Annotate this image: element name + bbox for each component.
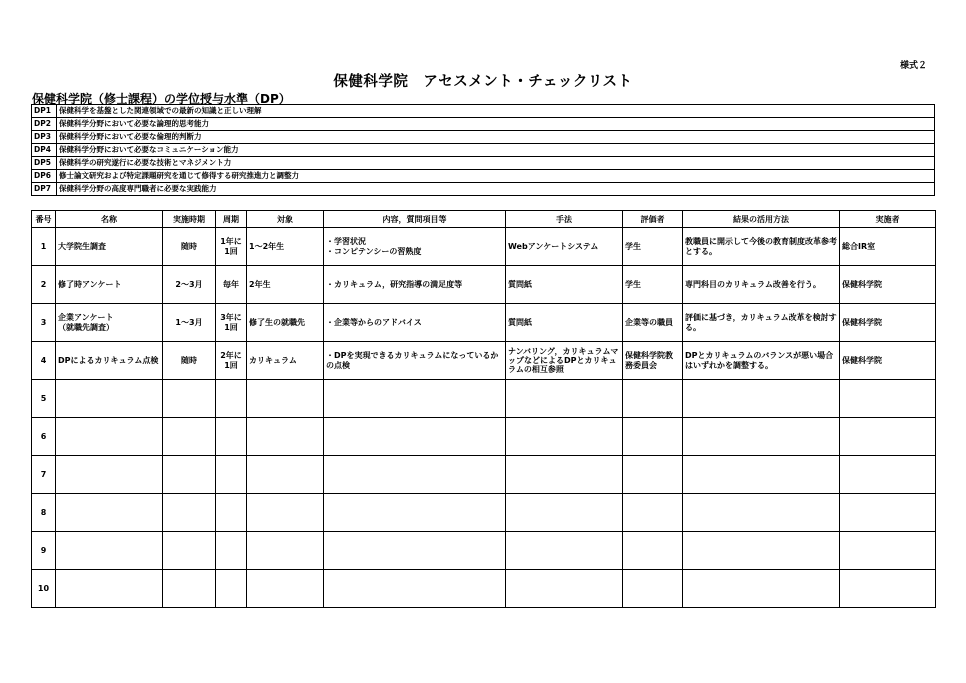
dp-row bbox=[32, 183, 935, 196]
table-cell: ナンバリング，カリキュラムマップなどによるDPとカリキュラムの相互参照 bbox=[506, 342, 623, 380]
table-cell: 企業等の職員 bbox=[623, 304, 683, 342]
table-cell: Webアンケートシステム bbox=[506, 228, 623, 266]
table-row bbox=[32, 266, 936, 304]
table-cell: 企業アンケート （就職先調査） bbox=[56, 304, 163, 342]
table-cell: 毎年 bbox=[216, 266, 247, 304]
table-cell bbox=[216, 532, 247, 570]
table-cell: 4 bbox=[32, 342, 56, 380]
table-cell: カリキュラム bbox=[247, 342, 324, 380]
table-cell bbox=[56, 532, 163, 570]
table-cell bbox=[506, 494, 623, 532]
table-cell bbox=[506, 532, 623, 570]
table-cell: 2年生 bbox=[247, 266, 324, 304]
table-cell bbox=[216, 456, 247, 494]
table-cell bbox=[840, 418, 936, 456]
dp-text: 保健科学分野において必要な論理的思考能力 bbox=[57, 118, 935, 131]
column-header: 手法 bbox=[506, 211, 623, 228]
column-header: 対象 bbox=[247, 211, 324, 228]
table-cell: 2年に 1回 bbox=[216, 342, 247, 380]
table-cell bbox=[324, 570, 506, 608]
table-cell: 総合IR室 bbox=[840, 228, 936, 266]
table-cell bbox=[840, 570, 936, 608]
table-cell bbox=[163, 418, 216, 456]
table-cell bbox=[683, 456, 840, 494]
table-cell bbox=[840, 456, 936, 494]
table-cell bbox=[216, 570, 247, 608]
table-cell bbox=[247, 380, 324, 418]
table-cell: 保健科学院 bbox=[840, 304, 936, 342]
table-cell: 5 bbox=[32, 380, 56, 418]
table-cell bbox=[216, 418, 247, 456]
table-cell bbox=[506, 570, 623, 608]
table-row bbox=[32, 532, 936, 570]
table-cell: 質問紙 bbox=[506, 266, 623, 304]
dp-code: DP4 bbox=[32, 144, 57, 157]
table-cell bbox=[324, 494, 506, 532]
dp-code: DP2 bbox=[32, 118, 57, 131]
dp-code: DP5 bbox=[32, 157, 57, 170]
table-cell: 修了生の就職先 bbox=[247, 304, 324, 342]
dp-code: DP3 bbox=[32, 131, 57, 144]
dp-text: 保健科学分野において必要な倫理的判断力 bbox=[57, 131, 935, 144]
table-cell bbox=[840, 532, 936, 570]
table-cell: 9 bbox=[32, 532, 56, 570]
table-cell: 1～3月 bbox=[163, 304, 216, 342]
column-header: 番号 bbox=[32, 211, 56, 228]
table-cell bbox=[163, 494, 216, 532]
table-cell: 質問紙 bbox=[506, 304, 623, 342]
document-title: 保健科学院 アセスメント・チェックリスト bbox=[333, 74, 633, 90]
table-cell bbox=[683, 380, 840, 418]
dp-row bbox=[32, 131, 935, 144]
table-cell: DPとカリキュラムのバランスが悪い場合はいずれかを調整する。 bbox=[683, 342, 840, 380]
table-cell bbox=[324, 380, 506, 418]
table-cell bbox=[163, 532, 216, 570]
table-cell: 学生 bbox=[623, 228, 683, 266]
column-header: 実施者 bbox=[840, 211, 936, 228]
table-cell bbox=[506, 380, 623, 418]
dp-text: 保健科学分野の高度専門職者に必要な実践能力 bbox=[57, 183, 935, 196]
table-cell bbox=[247, 570, 324, 608]
table-cell: 6 bbox=[32, 418, 56, 456]
column-header: 周期 bbox=[216, 211, 247, 228]
table-cell bbox=[247, 532, 324, 570]
table-cell: 随時 bbox=[163, 342, 216, 380]
table-cell bbox=[506, 418, 623, 456]
table-cell: 学生 bbox=[623, 266, 683, 304]
table-row bbox=[32, 228, 936, 266]
table-cell bbox=[623, 570, 683, 608]
dp-row bbox=[32, 105, 935, 118]
table-cell: 7 bbox=[32, 456, 56, 494]
column-header: 内容，質問項目等 bbox=[324, 211, 506, 228]
dp-heading: 保健科学院（修士課程）の学位授与水準（DP） bbox=[32, 92, 291, 106]
table-cell bbox=[247, 456, 324, 494]
dp-row bbox=[32, 144, 935, 157]
table-cell bbox=[840, 494, 936, 532]
table-cell bbox=[623, 418, 683, 456]
table-cell bbox=[623, 456, 683, 494]
table-row bbox=[32, 456, 936, 494]
table-cell bbox=[247, 494, 324, 532]
dp-text: 保健科学を基盤とした関連領域での最新の知識と正しい理解 bbox=[57, 105, 935, 118]
form-id-label: 様式２ bbox=[900, 61, 928, 71]
table-cell bbox=[163, 456, 216, 494]
table-cell: 8 bbox=[32, 494, 56, 532]
table-row bbox=[32, 380, 936, 418]
table-cell: DPによるカリキュラム点検 bbox=[56, 342, 163, 380]
dp-code: DP1 bbox=[32, 105, 57, 118]
dp-text: 保健科学の研究遂行に必要な技術とマネジメント力 bbox=[57, 157, 935, 170]
table-cell: 専門科目のカリキュラム改善を行う。 bbox=[683, 266, 840, 304]
table-cell bbox=[683, 532, 840, 570]
table-cell bbox=[683, 418, 840, 456]
dp-text: 修士論文研究および特定課題研究を通じて修得する研究推進力と調整力 bbox=[57, 170, 935, 183]
table-cell: ・学習状況 ・コンピテンシーの習熟度 bbox=[324, 228, 506, 266]
dp-row bbox=[32, 118, 935, 131]
table-cell: 2 bbox=[32, 266, 56, 304]
table-cell: 1～2年生 bbox=[247, 228, 324, 266]
table-header-row bbox=[32, 211, 936, 228]
dp-code: DP6 bbox=[32, 170, 57, 183]
table-cell: 教職員に開示して今後の教育制度改革参考とする。 bbox=[683, 228, 840, 266]
table-cell bbox=[163, 380, 216, 418]
table-cell bbox=[56, 570, 163, 608]
table-cell: 1年に 1回 bbox=[216, 228, 247, 266]
dp-code: DP7 bbox=[32, 183, 57, 196]
table-cell: ・企業等からのアドバイス bbox=[324, 304, 506, 342]
table-row bbox=[32, 494, 936, 532]
table-cell: 保健科学院 bbox=[840, 266, 936, 304]
table-cell bbox=[56, 418, 163, 456]
table-cell bbox=[216, 380, 247, 418]
table-cell bbox=[623, 532, 683, 570]
table-cell bbox=[840, 380, 936, 418]
table-cell: 評価に基づき，カリキュラム改革を検討する。 bbox=[683, 304, 840, 342]
table-cell bbox=[683, 570, 840, 608]
table-cell bbox=[216, 494, 247, 532]
table-cell: 大学院生調査 bbox=[56, 228, 163, 266]
table-cell bbox=[324, 532, 506, 570]
dp-text: 保健科学分野において必要なコミュニケーション能力 bbox=[57, 144, 935, 157]
table-row bbox=[32, 418, 936, 456]
table-row bbox=[32, 570, 936, 608]
table-cell: ・DPを実現できるカリキュラムになっているかの点検 bbox=[324, 342, 506, 380]
dp-row bbox=[32, 170, 935, 183]
table-cell bbox=[623, 380, 683, 418]
table-row bbox=[32, 342, 936, 380]
table-cell: 保健科学院 bbox=[840, 342, 936, 380]
checklist-table bbox=[31, 210, 936, 608]
table-cell bbox=[324, 456, 506, 494]
table-cell: ・カリキュラム，研究指導の満足度等 bbox=[324, 266, 506, 304]
table-cell bbox=[324, 418, 506, 456]
table-cell bbox=[163, 570, 216, 608]
table-cell bbox=[56, 456, 163, 494]
table-cell: 2～3月 bbox=[163, 266, 216, 304]
table-cell bbox=[623, 494, 683, 532]
table-cell: 修了時アンケート bbox=[56, 266, 163, 304]
table-cell: 保健科学院教務委員会 bbox=[623, 342, 683, 380]
table-cell bbox=[506, 456, 623, 494]
table-cell bbox=[247, 418, 324, 456]
table-cell bbox=[56, 380, 163, 418]
table-cell: 随時 bbox=[163, 228, 216, 266]
dp-table bbox=[31, 104, 935, 196]
column-header: 結果の活用方法 bbox=[683, 211, 840, 228]
table-cell: 10 bbox=[32, 570, 56, 608]
table-cell bbox=[683, 494, 840, 532]
table-cell: 1 bbox=[32, 228, 56, 266]
column-header: 評価者 bbox=[623, 211, 683, 228]
table-cell bbox=[56, 494, 163, 532]
column-header: 名称 bbox=[56, 211, 163, 228]
table-row bbox=[32, 304, 936, 342]
column-header: 実施時期 bbox=[163, 211, 216, 228]
dp-row bbox=[32, 157, 935, 170]
table-cell: 3年に 1回 bbox=[216, 304, 247, 342]
table-cell: 3 bbox=[32, 304, 56, 342]
